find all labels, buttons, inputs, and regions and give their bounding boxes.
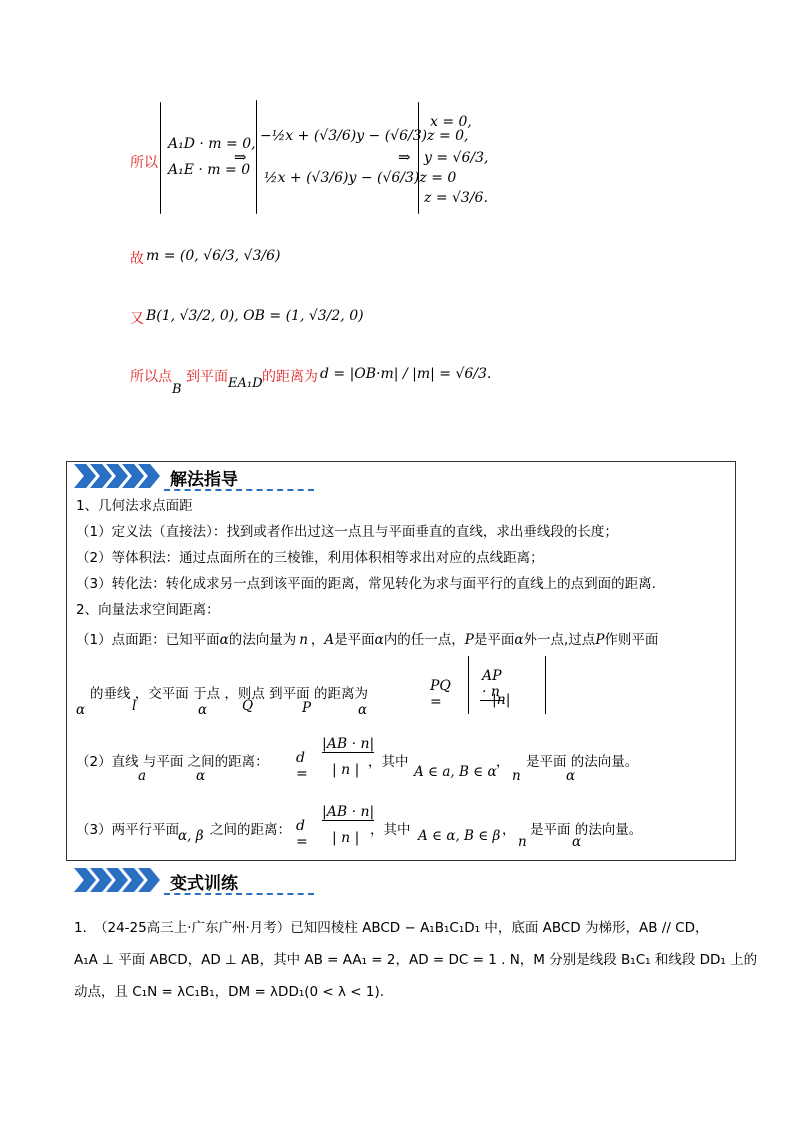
v1-A: A — [324, 632, 335, 648]
v2-cond: A ∈ a, B ∈ α — [414, 764, 497, 780]
v3-comma: ， — [502, 822, 516, 838]
chevron-icon — [74, 868, 96, 892]
eq-mid-1: −½x + (√3/6)y − (√6/3)z = 0, — [260, 128, 469, 144]
v1-alpha-3: α — [514, 632, 524, 648]
v2-a: a — [138, 768, 147, 784]
banner-underline — [164, 489, 314, 491]
v1-P: P — [464, 632, 474, 648]
guide-item-3: （3）转化法：转化成求另一点到该平面的距离，常见转化为求与面平行的直线上的点到面的距离. — [76, 576, 656, 592]
v1-text-a: （1）点面距：已知平面 — [76, 632, 220, 648]
question-number: 1． — [74, 920, 97, 936]
v1-formula-num: AP · n — [482, 668, 502, 700]
eq-left-1: A₁D · m = 0, — [168, 136, 256, 152]
v1-sub-Q: Q — [242, 698, 254, 714]
v2-d: d = — [296, 750, 308, 782]
left-brace — [160, 102, 161, 214]
right-brace — [418, 102, 419, 214]
question-line-1: （24-25高三上·广东广州·月考）已知四棱柱 ABCD − A₁B₁C₁D₁ 中，底面 ABCD 为梯形，AB // CD， — [94, 920, 709, 936]
v2-text: （2）直线 与平面 之间的距离： — [76, 754, 269, 770]
eq-right-1: x = 0, — [430, 114, 472, 130]
guide-item-1: （1）定义法（直接法）：找到或者作出过这一点且与平面垂直的直线，求出垂线段的长度； — [76, 524, 618, 540]
v3-end: 是平面 的法向量。 — [530, 822, 643, 838]
v1-n: n — [299, 632, 308, 648]
guide-heading-1: 1、几何法求点面距 — [76, 498, 193, 514]
distance-suffix: 的距离为 — [262, 369, 318, 385]
v1-text-g: 外一点,过点 — [523, 632, 596, 648]
gu-label: 故 — [130, 251, 144, 267]
vector-item-1 — [76, 628, 658, 648]
suoyi-label: 所以 — [130, 155, 158, 171]
eq-right-2: y = √6/3, — [424, 150, 489, 166]
v1-text-c: ， — [310, 632, 325, 648]
v2-n: n — [512, 768, 521, 784]
distance-b: B — [172, 382, 182, 397]
v1-sub-l: l — [132, 698, 137, 714]
banner-underline — [164, 893, 314, 895]
v1-formula-den: |n| — [492, 692, 511, 708]
v2-den: | n | — [332, 762, 360, 778]
v1-text-e: 内的任一点， — [383, 632, 465, 648]
v1-formula-lhs: PQ = — [430, 678, 451, 710]
v1-text-h: 作则平面 — [604, 632, 659, 648]
v3-ab: α, β — [178, 828, 204, 844]
chevron-icon — [74, 464, 96, 488]
distance-mid: 到平面 — [186, 369, 228, 385]
v1-sub-P: P — [302, 700, 312, 716]
guide-item-2: （2）等体积法：通过点面所在的三棱锥，利用体积相等求出对应的点线距离； — [76, 550, 544, 566]
distance-formula: d = |OB·m| / |m| = √6/3. — [320, 366, 492, 382]
guide-banner — [74, 464, 374, 490]
practice-banner — [74, 868, 374, 894]
question-line-3: 动点，且 C₁N = λC₁B₁，DM = λDD₁(0 < λ < 1). — [74, 984, 385, 1000]
v2-num: |AB · n| — [322, 736, 375, 752]
v1-text-b: 的法向量为 — [228, 632, 297, 648]
eq-mid-2: ½x + (√3/6)y − (√6/3)z = 0 — [264, 170, 457, 186]
question-line-2: A₁A ⊥ 平面 ABCD，AD ⊥ AB，其中 AB = AA₁ = 2，AD = DC = 1 . N，M 分别是线段 B₁C₁ 和线段 DD₁ 上的 — [74, 952, 758, 968]
you-label: 又 — [130, 311, 144, 327]
v2-alpha-2: α — [566, 768, 576, 784]
v1-alpha-2: α — [374, 632, 384, 648]
v3-cond: A ∈ α, B ∈ β — [418, 828, 501, 844]
eq-left-2: A₁E · m = 0 — [168, 162, 251, 178]
v1-sub-alpha: α — [76, 702, 86, 718]
v3-text-2: 之间的距离： — [210, 822, 291, 838]
v1-sub-alpha-3: α — [358, 702, 368, 718]
v1-line-2: 的垂线 ，交平面 于点 ，则点 到平面 的距离为 — [90, 686, 368, 702]
v3-d: d = — [296, 818, 308, 850]
v3-mid: ，其中 — [370, 822, 411, 838]
guide-heading-2: 2、向量法求空间距离： — [76, 602, 220, 618]
implies-arrow-2: ⇒ — [398, 148, 411, 166]
v1-P-2: P — [595, 632, 605, 648]
eq-right-3: z = √3/6. — [424, 190, 488, 206]
v3-n: n — [518, 834, 527, 850]
v1-text-f: 是平面 — [473, 632, 515, 648]
distance-prefix: 所以点 — [130, 369, 172, 385]
v1-sub-alpha-2: α — [198, 702, 208, 718]
v2-comma: ， — [496, 754, 510, 770]
v1-alpha: α — [219, 632, 229, 648]
mid-brace — [256, 100, 257, 214]
distance-plane: EA₁D — [228, 376, 263, 391]
v3-den: | n | — [332, 830, 360, 846]
practice-title: 变式训练 — [170, 874, 238, 894]
v2-end: 是平面 的法向量。 — [526, 754, 639, 770]
v3-num: |AB · n| — [322, 804, 375, 820]
v2-mid: ，其中 — [368, 754, 409, 770]
v2-alpha: α — [196, 768, 206, 784]
m-result: m = (0, √6/3, √3/6) — [146, 248, 281, 264]
b-point: B(1, √3/2, 0), OB = (1, √3/2, 0) — [146, 308, 364, 324]
v3-text: （3）两平行平面 — [76, 822, 180, 838]
v3-alpha: α — [572, 834, 582, 850]
implies-arrow-1: ⇒ — [234, 148, 247, 166]
v1-text-d: 是平面 — [334, 632, 375, 648]
guide-title: 解法指导 — [170, 470, 238, 490]
